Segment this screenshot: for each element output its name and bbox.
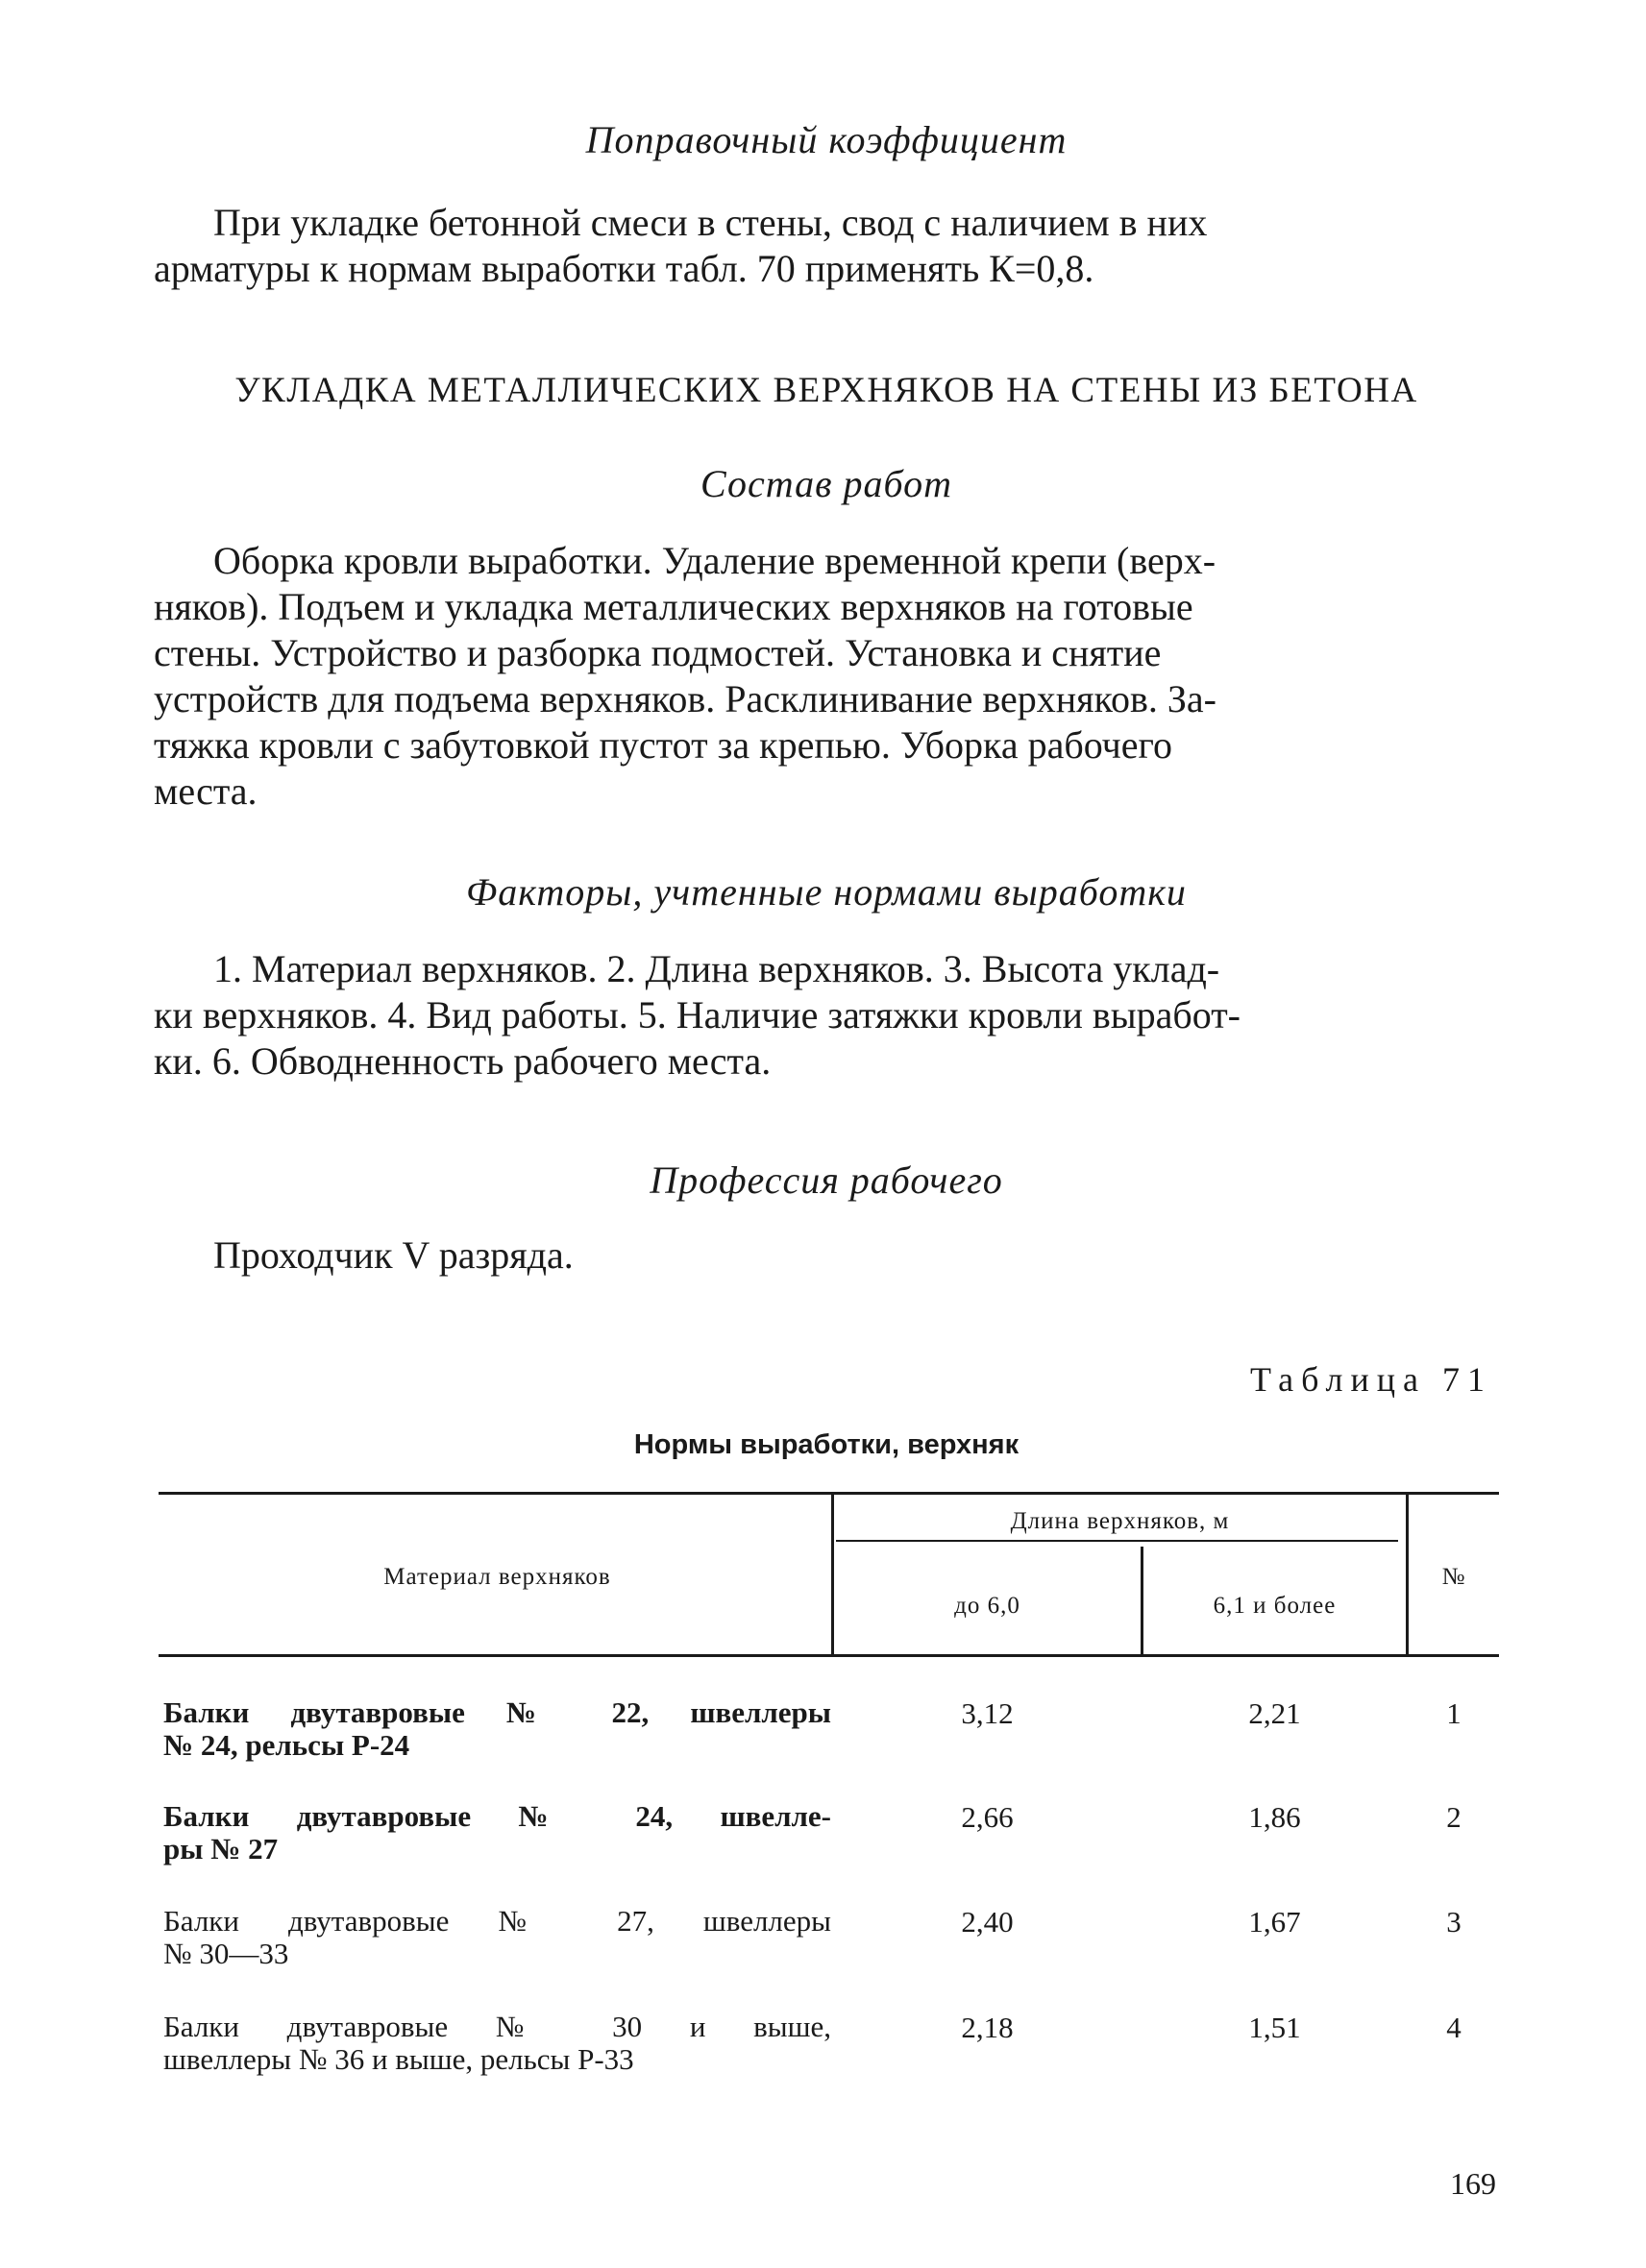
table-cell-over: 1,86 — [1248, 1800, 1301, 1834]
table-row-material: Балки двутавровые № 22, швеллеры № 24, рельсы Р-24 — [163, 1695, 831, 1762]
profession-text: Проходчик V разряда. — [213, 1233, 574, 1277]
header-material: Материал верхняков — [383, 1564, 611, 1590]
table-cell-over: 1,51 — [1248, 2011, 1301, 2044]
table-cell-number: 1 — [1446, 1696, 1462, 1730]
table-header-bottom-rule — [159, 1654, 1499, 1657]
table-cell-upto: 3,12 — [961, 1696, 1014, 1730]
table-top-rule — [159, 1492, 1499, 1495]
table-row-material: Балки двутавровые № 30 и выше, швеллеры № 36 и выше, рельсы Р-33 — [163, 2010, 831, 2076]
paragraph-line: стены. Устройство и разборка подмостей. Установка и снятие — [154, 631, 1162, 674]
table-cell-upto: 2,18 — [961, 2011, 1014, 2044]
correction-factor-heading: Поправочный коэффициент — [585, 118, 1068, 161]
profession-heading: Профессия рабочего — [650, 1158, 1003, 1202]
table-label: Таблица 71 — [1250, 1360, 1492, 1399]
paragraph-line: няков). Подъем и укладка металлических верхняков на готовые — [154, 585, 1193, 628]
paragraph-line: арматуры к нормам выработки табл. 70 применять К=0,8. — [154, 247, 1094, 290]
page-number: 169 — [1450, 2166, 1496, 2201]
table-row-material: Балки двутавровые № 24, швелле- ры № 27 — [163, 1799, 831, 1866]
table-cell-upto: 2,40 — [961, 1905, 1014, 1939]
paragraph-line: Оборка кровли выработки. Удаление временной крепи (верх- — [213, 539, 1216, 582]
length-group-rule — [836, 1540, 1398, 1542]
table-title: Нормы выработки, верхняк — [633, 1429, 1020, 1460]
table-cell-number: 2 — [1446, 1800, 1462, 1834]
table-cell-over: 2,21 — [1248, 1696, 1301, 1730]
paragraph-line: При укладке бетонной смеси в стены, свод с наличием в них — [213, 201, 1208, 244]
paragraph-line: тяжка кровли с забутовкой пустот за крепью. Уборка рабочего — [154, 723, 1172, 767]
paragraph-line: 1. Материал верхняков. 2. Длина верхняков. 3. Высота уклад- — [213, 947, 1220, 990]
paragraph-line: места. — [154, 769, 258, 813]
section-title: УКЛАДКА МЕТАЛЛИЧЕСКИХ ВЕРХНЯКОВ НА СТЕНЫ ИЗ БЕТОНА — [234, 371, 1418, 410]
paragraph-line: ки. 6. Обводненность рабочего места. — [154, 1039, 772, 1083]
factors-paragraph — [154, 946, 1492, 1085]
composition-heading: Состав работ — [700, 462, 952, 505]
factors-heading: Факторы, учтенные нормами выработки — [466, 870, 1187, 914]
correction-factor-paragraph — [154, 200, 1492, 292]
table-cell-over: 1,67 — [1248, 1905, 1301, 1939]
header-6-1-and-more: 6,1 и более — [1213, 1593, 1337, 1619]
header-number: № — [1441, 1564, 1466, 1590]
table-cell-number: 3 — [1446, 1905, 1462, 1939]
header-upto-6: до 6,0 — [954, 1593, 1020, 1619]
profession-paragraph — [154, 1232, 1492, 1279]
paragraph-line: ки верхняков. 4. Вид работы. 5. Наличие затяжки кровли выработ- — [154, 993, 1241, 1036]
table-cell-number: 4 — [1446, 2011, 1462, 2044]
table-row-material: Балки двутавровые № 27, швеллеры № 30—33 — [163, 1904, 831, 1970]
header-length-group: Длина верхняков, м — [1010, 1508, 1230, 1534]
paragraph-line: устройств для подъема верхняков. Расклинивание верхняков. За- — [154, 677, 1216, 720]
composition-paragraph — [154, 538, 1492, 815]
table-cell-upto: 2,66 — [961, 1800, 1014, 1834]
